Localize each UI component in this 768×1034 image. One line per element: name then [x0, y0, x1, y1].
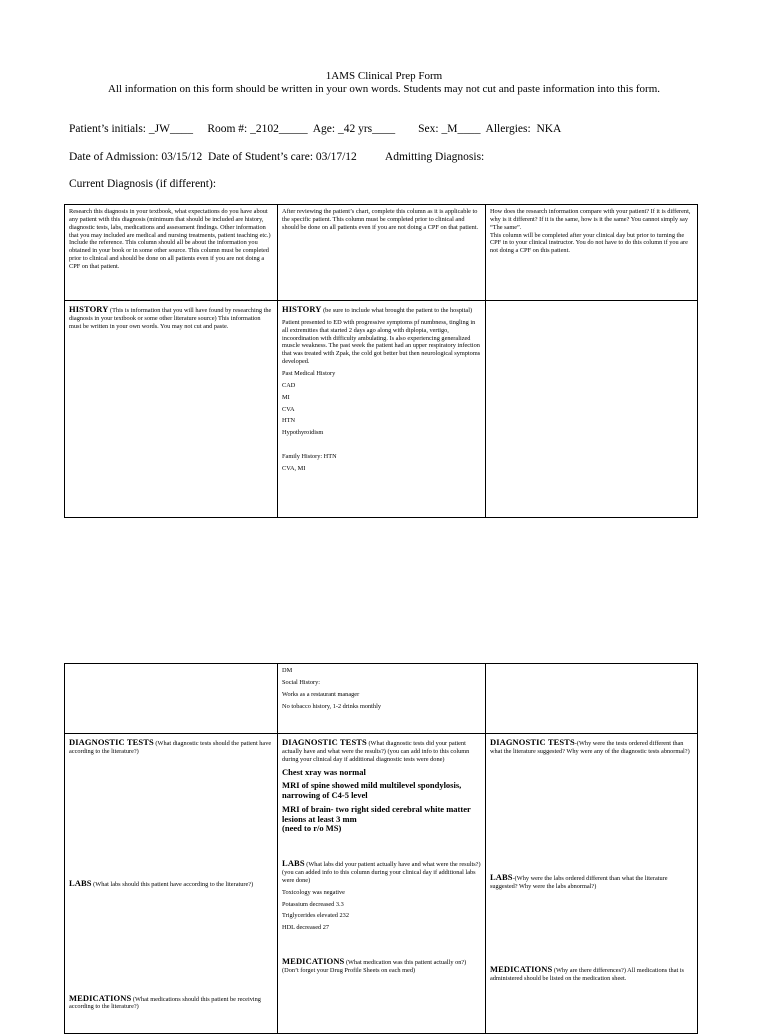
tests-compare-cell: [485, 734, 697, 1034]
admission-info-line: Date of Admission: 03/15/12 Date of Student’s care: 03/17/12 Admitting Diagnosis:: [69, 151, 485, 163]
diagnostic-result: MRI of spine showed mild multilevel spondylosis, narrowing of C4-5 level: [282, 780, 462, 801]
medications-heading: MEDICATIONS: [282, 956, 345, 967]
pmh-item: CVA: [282, 405, 295, 413]
history-compare-cell: [485, 301, 697, 518]
instruction-text: This column will be completed after your clinical day but prior to turning the CPF in to your clinical instructor. You do not have to do this column if you are not doing a CPF on this patient.: [489, 231, 688, 255]
history-instruction: (This is information that you will have found by researching the diagnosis in your textbook or some other literature source) This information must be written in your own words. You may not cut and paste.: [69, 307, 272, 330]
form-subtitle: All information on this form should be written in your own words. Students may not cut and paste information into this form.: [107, 83, 661, 95]
diagnostic-tests-instruction: (What diagnostic tests did your patient actually have and what were the results?) (you can add info to this column during your clinical day if additional diagnostic tests were done): [282, 740, 470, 763]
diagnostic-tests-heading: DIAGNOSTIC TESTS: [489, 737, 575, 747]
social-history-item: No tobacco history, 1-2 drinks monthly: [282, 702, 381, 710]
lab-result: HDL decreased 27: [282, 924, 330, 932]
patient-info-line: Patient’s initials: _JW____ Room #: _2102_____ Age: _42 yrs____ Sex: _M____ Allergies: NKA: [69, 123, 562, 135]
labs-instruction: (What labs did your patient actually have and what were the results?) (you can added info to this column during your clinical day if additional labs were done): [282, 861, 481, 884]
pmh-item: DM: [282, 667, 293, 674]
labs-heading: LABS: [69, 877, 92, 888]
diagnostic-tests-heading: DIAGNOSTIC TESTS: [282, 737, 367, 747]
lab-result: Triglycerides elevated 232: [282, 912, 349, 920]
pmh-item: MI: [282, 393, 290, 401]
prep-table-page1: [64, 204, 698, 518]
diagnostic-tests-heading: DIAGNOSTIC TESTS: [69, 737, 154, 747]
instruction-cell-compare: [485, 205, 697, 301]
medications-heading: MEDICATIONS: [489, 964, 553, 975]
current-diagnosis-line: Current Diagnosis (if different):: [69, 178, 217, 190]
labs-instruction: -(Why were the labs ordered different than what the literature suggested? Why were the labs abnormal?): [489, 874, 668, 890]
tests-literature-cell: [65, 734, 278, 1034]
history-instruction: (be sure to include what brought the patient to the hospital): [321, 307, 473, 314]
history-literature-cell: [65, 301, 278, 518]
social-history-item: Works as a restaurant manager: [282, 690, 360, 698]
continued-compare-cell: [485, 664, 697, 734]
continued-literature-cell: [65, 664, 278, 734]
history-patient-cell: [278, 301, 486, 518]
lab-result: Toxicology was negative: [282, 888, 345, 896]
instruction-cell-literature: [65, 205, 278, 301]
history-heading: HISTORY: [282, 304, 322, 314]
diagnostic-tests-instruction: (What diagnostic tests should the patient have according to the literature?): [69, 740, 272, 755]
instruction-cell-patient: [278, 205, 486, 301]
instruction-text: Research this diagnosis in your textbook, what expectations do you have about any patient with this diagnosis (minimum that should be included are history, diagnostic tests, labs, medications and assessment findings. Other information that you may included are medical and nursing treatments, patient teaching etc.) Include the reference. This column should all be about the information you obtained in your book or in some other source. This column must be completed prior to clinical and should be done on all patients even if you are not doing a CPF on that patient.: [69, 208, 271, 271]
labs-heading: LABS: [489, 871, 513, 882]
form-title: 1AMS Clinical Prep Form: [325, 70, 443, 82]
diagnostic-result: MRI of brain- two right sided cerebral white matter lesions at least 3 mm: [282, 803, 471, 824]
continued-patient-cell: [278, 664, 486, 734]
diagnostic-tests-instruction: -(Why were the tests ordered different than what the literature suggested? Why were any of the diagnostic tests abnormal?): [489, 740, 690, 755]
instruction-text: After reviewing the patient’s chart, complete this column as it is applicable to the specific patient. This column must be completed prior to clinical and should be done on all patients even if you are not doing a CPF on that patient.: [282, 208, 479, 231]
tests-patient-cell: [278, 734, 486, 1034]
medications-instruction: (Why are there differences?) All medications that is administered should be listed on the medication sheet.: [489, 967, 685, 983]
pmh-item: HTN: [282, 417, 295, 425]
family-history: Family History: HTN: [282, 453, 337, 461]
family-history-cont: CVA, MI: [282, 465, 306, 473]
lab-result: Potassium decreased 3.3: [282, 900, 344, 908]
medications-instruction: (What medications should this patient be receiving according to the literature?): [69, 995, 261, 1011]
history-narrative: Patient presented to ED with progressive symptoms pf numbness, tingling in all extremities that started 2 days ago along with diplopia, vertigo, incoordination with difficulty ambulating. Is also experiencing generalized muscle weakness. The past week the patient had an upper respiratory infection that was treated with Zpak, the cold got better but then neurological symptoms developed.: [282, 318, 481, 366]
diagnostic-result: (need to r/o MS): [282, 823, 342, 834]
labs-instruction: (What labs should this patient have according to the literature?): [91, 880, 254, 888]
diagnostic-result: Chest xray was normal: [282, 766, 366, 777]
pmh-label: Past Medical History: [282, 370, 336, 378]
pmh-item: Hypothyroidism: [282, 429, 324, 437]
pmh-item: CAD: [282, 381, 296, 389]
prep-table-page2: [64, 663, 698, 1034]
labs-heading: LABS: [282, 858, 305, 869]
instruction-text: How does the research information compare with your patient? If it is different, why is it different? If it is the same, how is it the same? You cannot simply say “The same”.: [489, 208, 691, 231]
medications-instruction: (What medication was this patient actually on?) (Don’t forget your Drug Profile Sheets on each med): [282, 959, 467, 975]
history-heading: HISTORY: [69, 304, 109, 314]
social-history-label: Social History:: [282, 678, 321, 686]
medications-heading: MEDICATIONS: [69, 992, 132, 1003]
